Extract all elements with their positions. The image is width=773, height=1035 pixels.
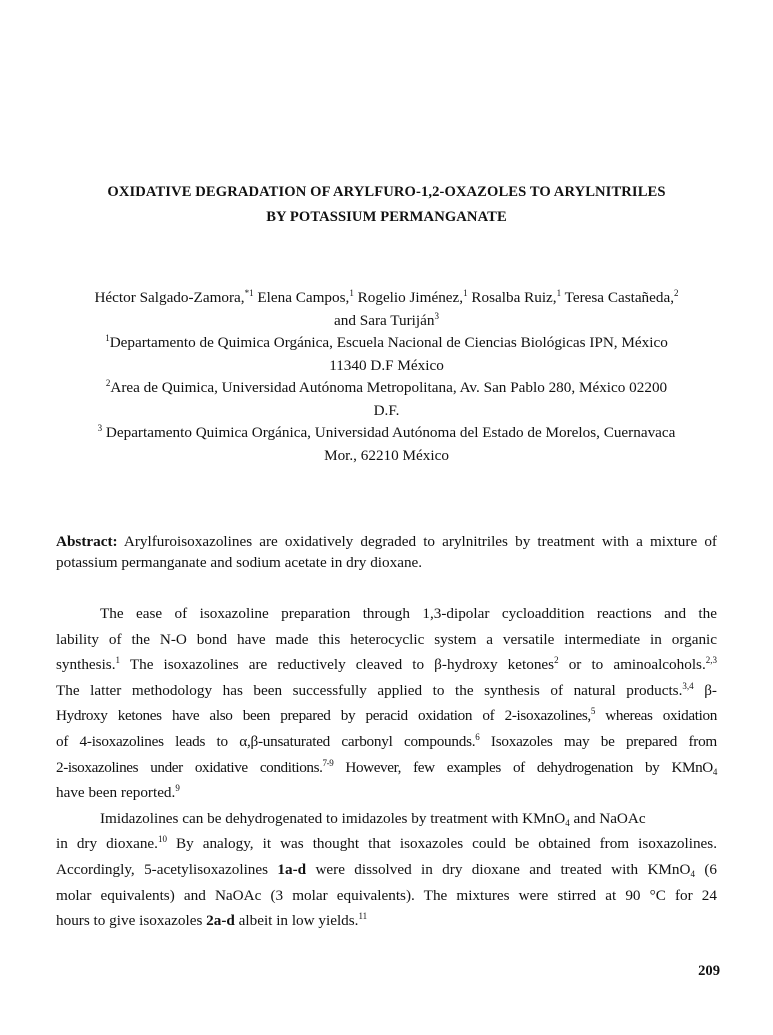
text-line: Hydroxy ketones have also been prepared by peracid oxidation of 2-isoxazolines,$^5$ whereas oxidation: [56, 706, 717, 725]
affiliation-mark: 2: [105, 378, 111, 388]
citation: 7-9: [322, 757, 334, 768]
affiliation-text: Departamento de Quimica Orgánica, Escuela Nacional de Ciencias Biológicas IPN, México: [109, 334, 668, 351]
text-line: 2-isoxazolines under oxidative conditions.$^{7-9}$ However, few examples of dehydrogenation by KMnO$_4$: [56, 757, 717, 777]
author-affiliation-mark: 1: [349, 288, 354, 298]
author-affiliation-mark: *1: [244, 288, 254, 298]
subscript: 4: [565, 817, 570, 828]
text-line: The latter methodology has been successfully applied to the synthesis of natural products.$^{3,4}$ β-: [56, 680, 717, 699]
abstract-text: Arylfuroisoxazolines are oxidatively degraded to arylnitriles by treatment with a mixture of potassium permanganate and sodium acetate in dry dioxane.: [56, 533, 717, 571]
affiliation-2-cont: D.F.: [373, 401, 400, 419]
affiliation-1-cont: 11340 D.F México: [329, 356, 444, 374]
affiliation-2: [40, 377, 733, 400]
author-line-2: [40, 310, 733, 333]
article-title: [60, 180, 713, 230]
author-name: and Sara Turiján: [334, 311, 435, 329]
affiliation-3: [40, 422, 733, 445]
affiliation-mark: 3: [97, 423, 103, 433]
compound-label: 1a-d: [277, 860, 307, 878]
text-line: hours to give isoxazoles 2a-d albeit in low yields.$^{11}$: [56, 911, 368, 930]
citation: 10: [157, 834, 167, 845]
text-line: of 4-isoxazolines leads to α,β-unsaturated carbonyl compounds.$^6$ Isoxazoles may be prepared from: [56, 731, 717, 750]
author-name: Héctor Salgado-Zamora,: [94, 289, 245, 306]
paragraph-2: [56, 806, 717, 934]
affiliation-text: Departamento Quimica Orgánica, Universidad Autónoma del Estado de Morelos, Cuernavaca: [102, 424, 676, 441]
text-line: lability of the N-O bond have made this heterocyclic system a versatile intermediate in organic: [56, 630, 717, 648]
citation: 6: [475, 731, 480, 742]
text-line: synthesis.$^1$ The isoxazolines are reductively cleaved to β-hydroxy ketones$^2$ or to aminoalcohols.$^{2,3}$: [56, 655, 717, 674]
subscript: 4: [712, 766, 717, 777]
citation: 9: [175, 783, 180, 794]
affiliation-3-cont: Mor., 62210 México: [324, 446, 449, 464]
abstract-label: Abstract:: [56, 533, 118, 550]
citation: 5: [590, 706, 596, 717]
compound-label: 2a-d: [206, 912, 235, 930]
title-line-2: BY POTASSIUM PERMANGANATE: [266, 209, 507, 225]
author-name: Rosalba Ruiz,: [467, 289, 557, 306]
citation: 1: [115, 655, 120, 666]
subscript: 4: [690, 868, 695, 879]
abstract: [56, 531, 717, 573]
author-affiliation-mark: 1: [463, 288, 468, 298]
author-name: Rogelio Jiménez,: [353, 289, 464, 306]
affiliation-text: Area de Quimica, Universidad Autónoma Metropolitana, Av. San Pablo 280, México 02200: [110, 379, 668, 396]
text-line: Imidazolines can be dehydrogenated to imidazoles by treatment with KMnO$_4$ and NaOAc: [100, 809, 646, 828]
author-name: Elena Campos,: [253, 289, 350, 306]
author-line-1: [40, 287, 733, 310]
paragraph-1: [56, 601, 717, 806]
text-line: The ease of isoxazoline preparation through 1,3-dipolar cycloaddition reactions and the: [100, 605, 717, 622]
body-text: [56, 601, 717, 934]
author-block: [40, 287, 733, 467]
citation: 11: [358, 911, 368, 922]
author-affiliation-mark: 1: [556, 288, 562, 298]
citation: 2,3: [705, 655, 717, 666]
citation: 3,4: [682, 680, 694, 691]
affiliation-1: [40, 332, 733, 355]
text-line: in dry dioxane.$^{10}$ By analogy, it was thought that isoxazoles could be obtained from isoxazolines.: [56, 834, 717, 853]
title-line-1: OXIDATIVE DEGRADATION OF ARYLFURO-1,2-OXAZOLES TO ARYLNITRILES: [107, 184, 666, 200]
author-affiliation-mark: 2: [674, 288, 679, 298]
page-number: 209: [698, 963, 720, 979]
text-line: molar equivalents) and NaOAc (3 molar equivalents). The mixtures were stirred at 90 °C for 24: [56, 886, 717, 904]
author-name: Teresa Castañeda,: [561, 289, 675, 306]
author-affiliation-mark: 3: [434, 310, 439, 321]
citation: 2: [554, 655, 559, 666]
text-line: have been reported.$^9$: [56, 783, 180, 802]
text-line: Accordingly, 5-acetylisoxazolines 1a-d were dissolved in dry dioxane and treated with KMnO$_4$ (6: [56, 860, 717, 879]
affiliation-mark: 1: [105, 333, 110, 343]
